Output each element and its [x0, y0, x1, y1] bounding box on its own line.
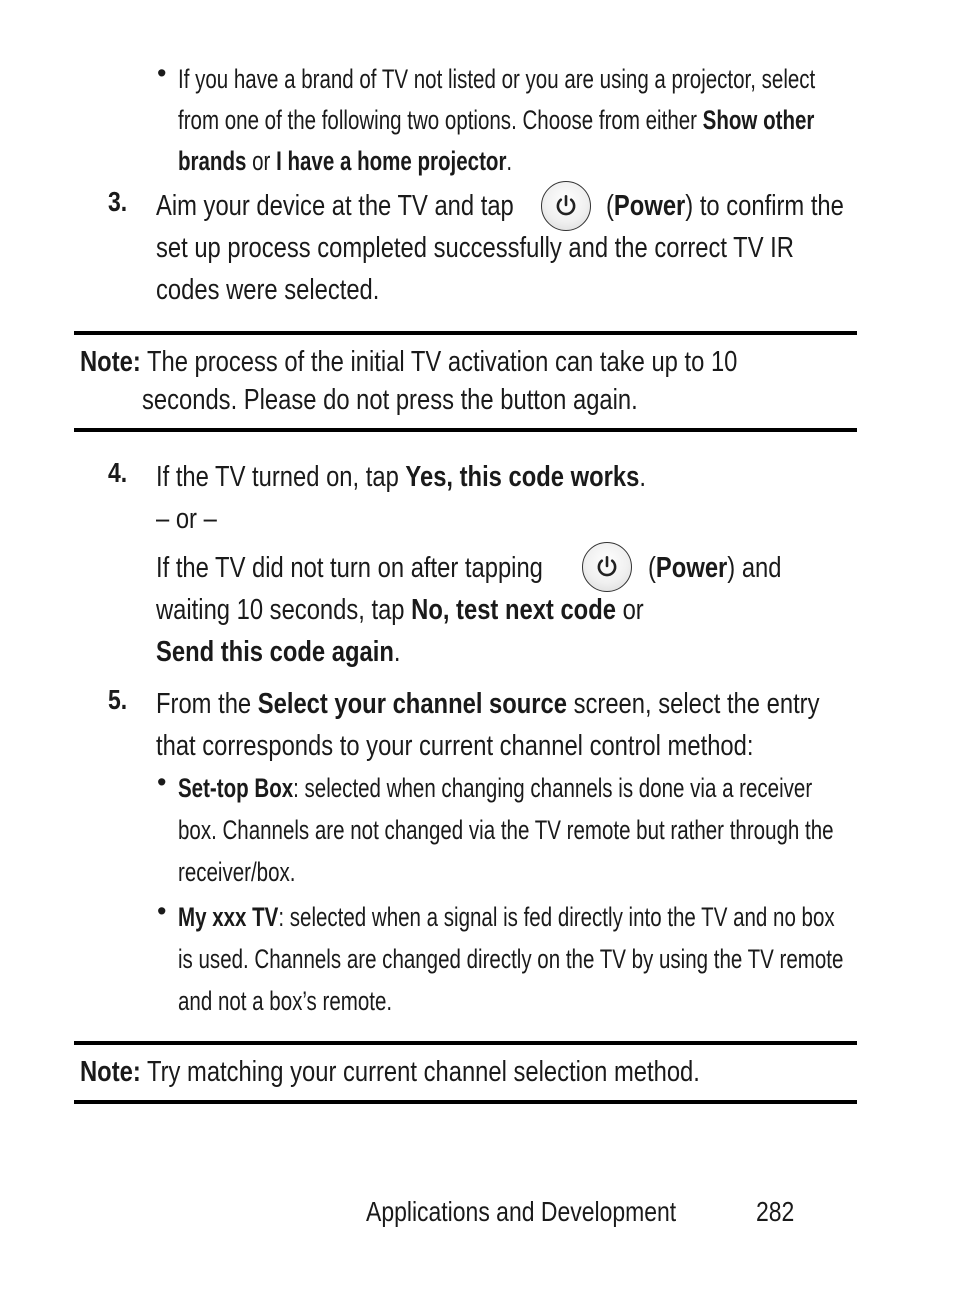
note-1-line1: Note: The process of the initial TV activation can take up to 10: [80, 346, 738, 378]
power-icon: [541, 181, 591, 231]
step-3-line1b: (Power) to confirm the: [606, 190, 844, 222]
show-other-brands-term: Show other: [702, 105, 815, 135]
power-term: Power: [613, 190, 686, 222]
bullet-marker: •: [157, 58, 167, 88]
home-projector-term: I have a home projector: [276, 146, 507, 176]
step-4-number: 4.: [108, 457, 128, 488]
bullet-marker: •: [157, 767, 167, 797]
note-top-rule: [74, 331, 857, 335]
step-5-line1: From the Select your channel source screen, select the entry: [156, 688, 820, 720]
send-code-again-term: Send this code again: [156, 636, 394, 668]
note-2-line: Note: Try matching your current channel selection method.: [80, 1056, 700, 1088]
step-5-number: 5.: [108, 684, 128, 715]
power-icon: [582, 542, 632, 592]
step-4-or: – or –: [156, 503, 217, 535]
step-4-line5: Send this code again.: [156, 636, 401, 668]
set-top-box-term: Set-top Box: [178, 773, 294, 803]
footer-section-title: Applications and Development: [366, 1196, 677, 1227]
bullet-mytv-line2: is used. Channels are changed directly on the TV by using the TV remote: [178, 944, 844, 974]
bullet-settop-line1: Set-top Box: selected when changing channels is done via a receiver: [178, 773, 813, 803]
power-term: Power: [655, 552, 728, 584]
step-4-line3a: If the TV did not turn on after tapping: [156, 552, 543, 584]
note-label: Note:: [80, 346, 141, 378]
no-test-next-code-term: No, test next code: [411, 594, 616, 626]
step-5-line2: that corresponds to your current channel control method:: [156, 730, 754, 762]
bullet-top-line1: If you have a brand of TV not listed or you are using a projector, select: [178, 64, 816, 94]
step-3-line2: set up process completed successfully and the correct TV IR: [156, 232, 794, 264]
note-bottom-rule: [74, 1100, 857, 1104]
footer-page-number: 282: [756, 1196, 795, 1227]
bullet-settop-line2: box. Channels are not changed via the TV remote but rather through the: [178, 815, 834, 845]
my-xxx-tv-term: My xxx TV: [178, 902, 279, 932]
note-label: Note:: [80, 1056, 141, 1088]
step-3-number: 3.: [108, 186, 128, 217]
step-3-line1a: Aim your device at the TV and tap: [156, 190, 514, 222]
bullet-settop-line3: receiver/box.: [178, 857, 296, 887]
step-3-line3: codes were selected.: [156, 274, 380, 306]
bullet-mytv-line1: My xxx TV: selected when a signal is fed directly into the TV and no box: [178, 902, 835, 932]
bullet-marker: •: [157, 896, 167, 926]
bullet-top-line2: from one of the following two options. Choose from either Show other: [178, 105, 815, 135]
bullet-mytv-line3: and not a box’s remote.: [178, 986, 393, 1016]
yes-code-works-term: Yes, this code works: [405, 461, 640, 493]
step-4-line3b: (Power) and: [648, 552, 782, 584]
bullet-top-line3: brands or I have a home projector.: [178, 146, 513, 176]
step-4-line4: waiting 10 seconds, tap No, test next code or: [156, 594, 644, 626]
select-channel-source-term: Select your channel source: [257, 688, 568, 720]
note-1-line2: seconds. Please do not press the button again.: [142, 384, 638, 416]
step-4-line1: If the TV turned on, tap Yes, this code works.: [156, 461, 646, 493]
note-bottom-rule: [74, 428, 857, 432]
note-top-rule: [74, 1041, 857, 1045]
